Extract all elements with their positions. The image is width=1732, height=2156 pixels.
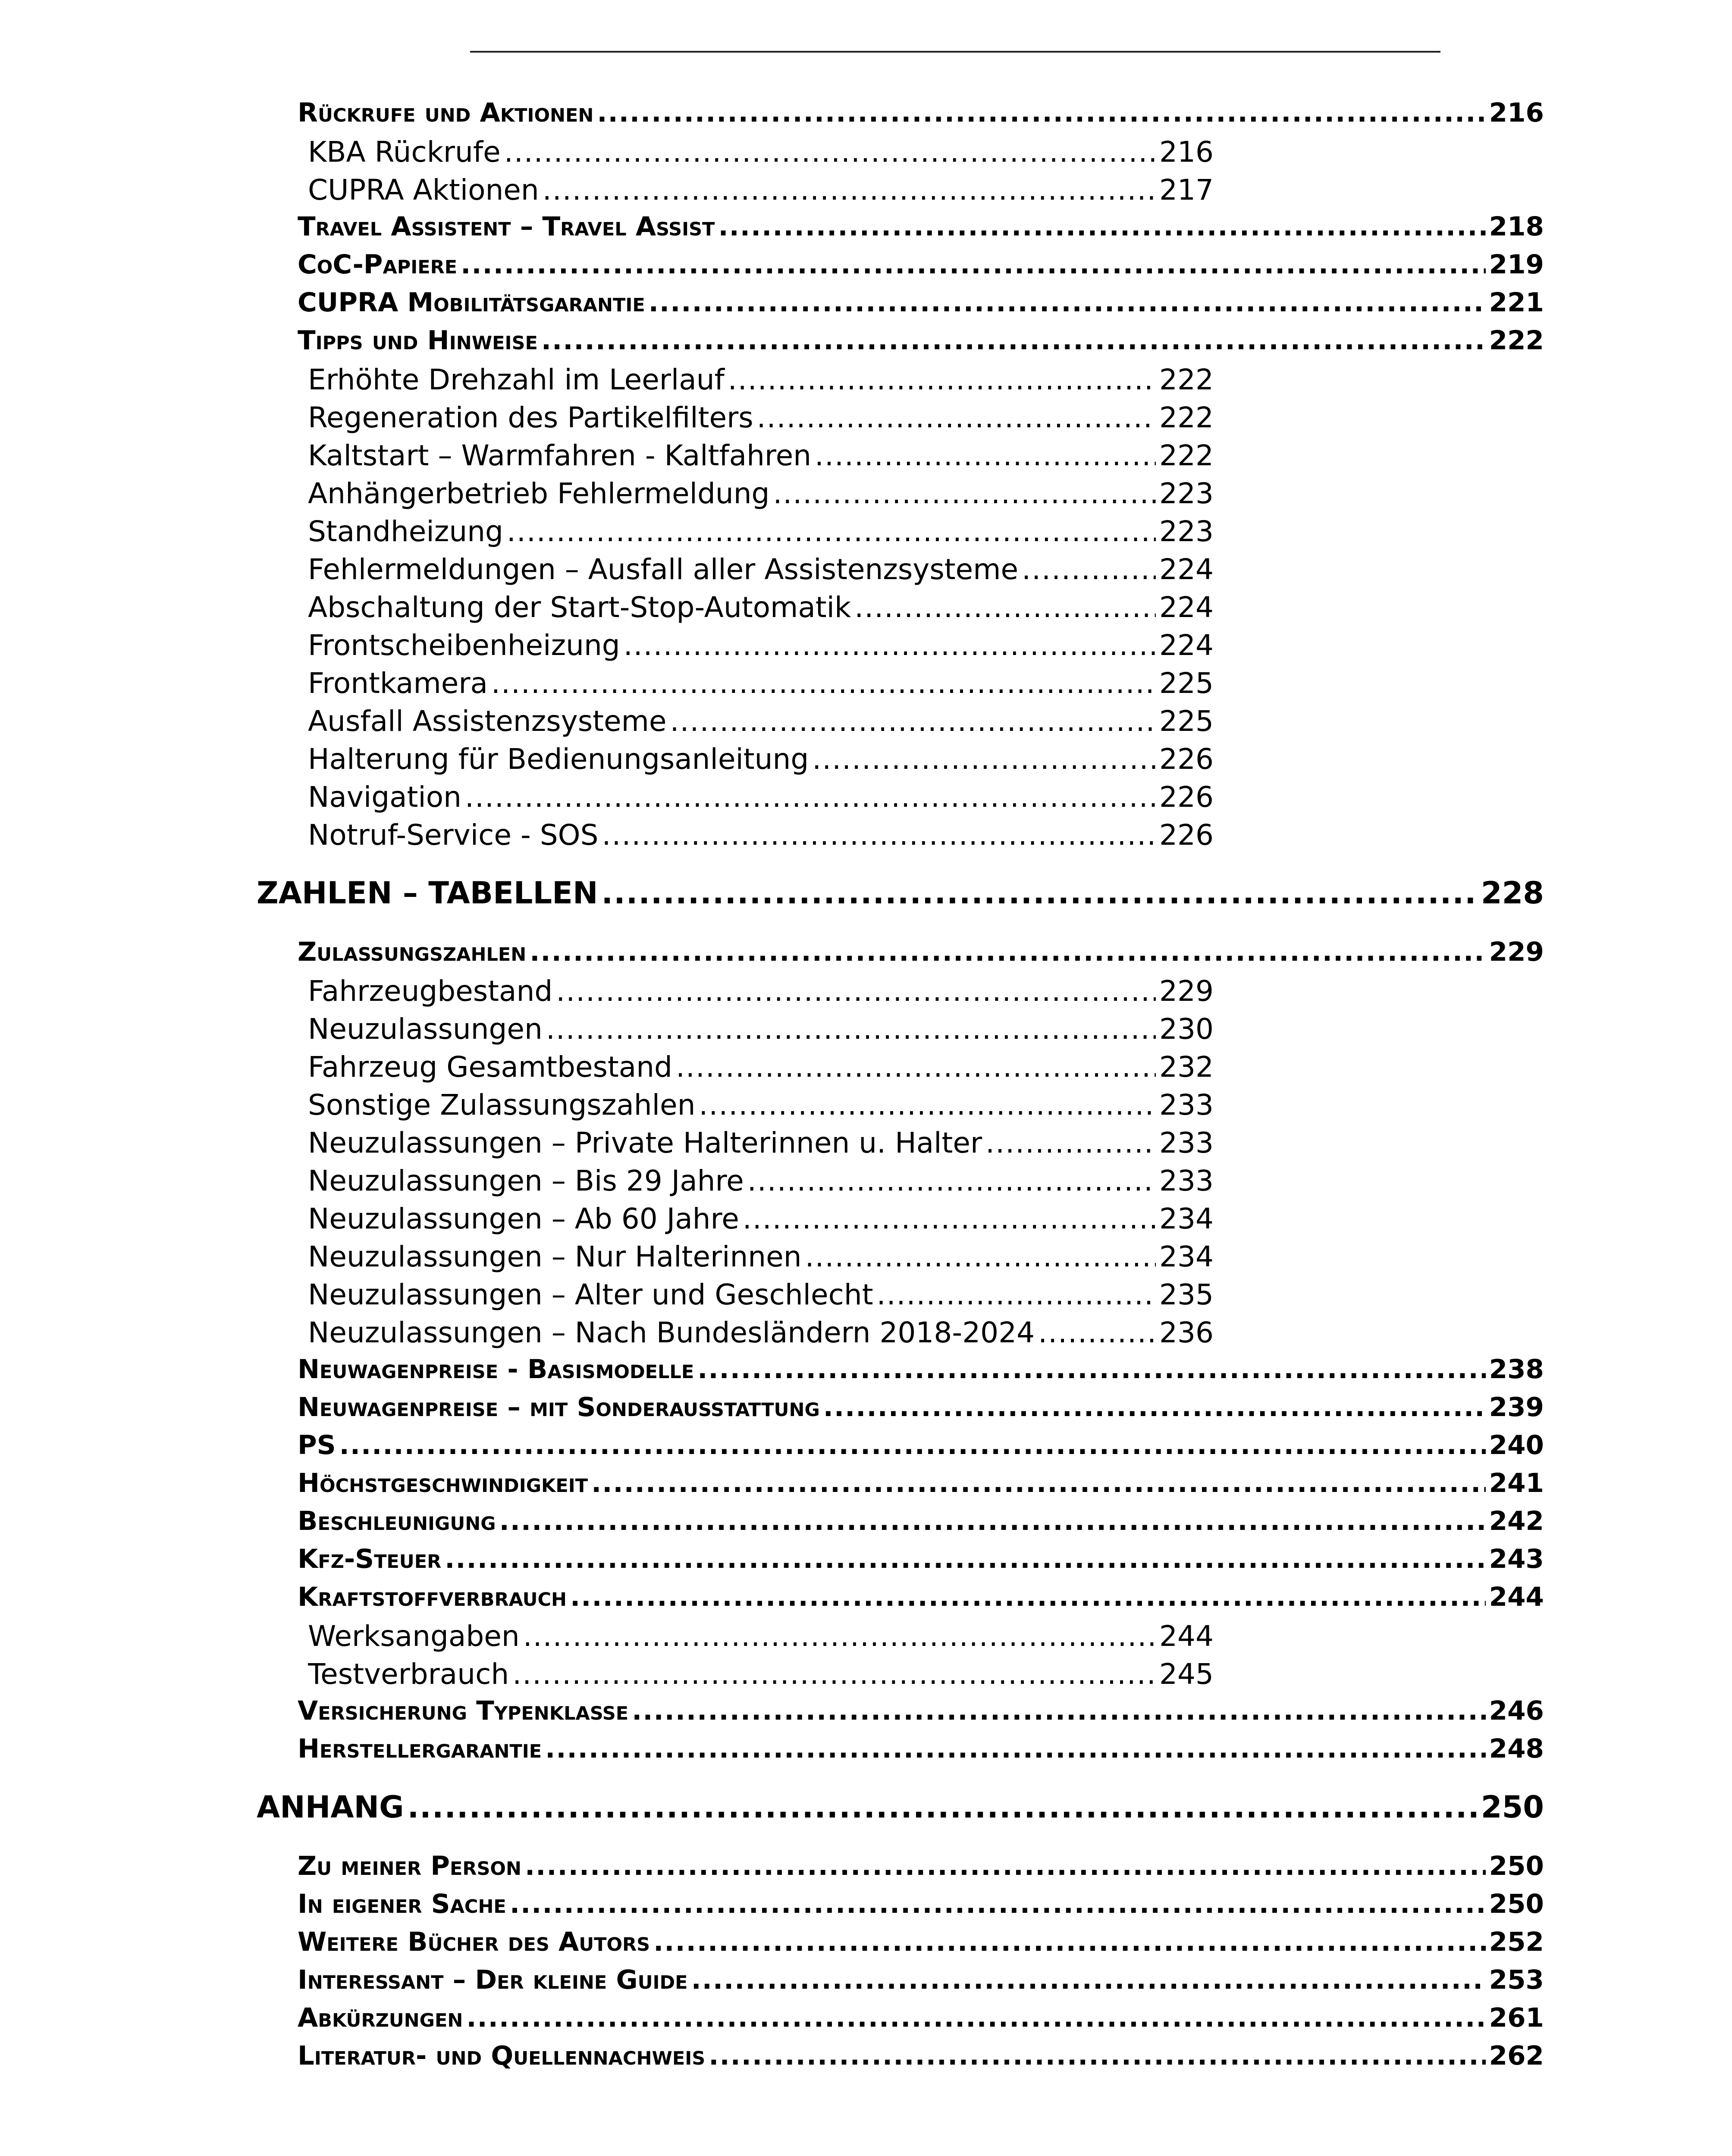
- dot-leader: [543, 173, 1156, 207]
- toc-entry[interactable]: [308, 1202, 1214, 1240]
- toc-entry-page: 226: [1159, 818, 1214, 852]
- toc-entry-page: 229: [1159, 975, 1214, 1008]
- dot-leader: [461, 249, 1485, 280]
- toc-entry-page: 235: [1159, 1278, 1214, 1311]
- dot-leader: [504, 135, 1156, 169]
- toc-entry-label: Travel Assistent – Travel Assist: [298, 211, 715, 242]
- toc-entry-label: Fehlermeldungen – Ausfall aller Assistenzsysteme: [308, 553, 1019, 586]
- dot-leader: [1022, 553, 1156, 586]
- toc-entry-page: 242: [1489, 1506, 1544, 1536]
- toc-entry-page: 250: [1489, 1851, 1544, 1881]
- toc-entry-page: 225: [1159, 705, 1214, 738]
- dot-leader: [676, 1050, 1156, 1084]
- toc-entry-label: Rückrufe und Aktionen: [298, 97, 594, 128]
- toc-entry-page: 229: [1489, 937, 1544, 967]
- dot-leader: [546, 1012, 1156, 1046]
- toc-entry-page: 245: [1159, 1658, 1214, 1691]
- toc-entry-label: Neuzulassungen – Nach Bundesländern 2018-2024: [308, 1316, 1035, 1349]
- toc-entry-label: In eigener Sache: [298, 1889, 506, 1919]
- toc-entry-page: 233: [1159, 1164, 1214, 1197]
- toc-entry[interactable]: [308, 629, 1214, 667]
- toc-entry-page: 246: [1489, 1695, 1544, 1726]
- toc-entry[interactable]: [308, 1316, 1214, 1354]
- toc-entry-label: Herstellergarantie: [298, 1733, 542, 1764]
- toc-entry-page: 223: [1159, 515, 1214, 548]
- toc-entry-label: CoC-Papiere: [298, 249, 458, 280]
- toc-entry-page: 243: [1489, 1544, 1544, 1574]
- dot-leader: [491, 667, 1156, 700]
- dot-leader: [854, 591, 1156, 624]
- toc-entry[interactable]: [308, 1658, 1214, 1695]
- toc-entry-label: Sonstige Zulassungszahlen: [308, 1088, 696, 1122]
- toc-entry-page: 226: [1159, 743, 1214, 776]
- toc-entry[interactable]: [298, 287, 1544, 325]
- toc-entry[interactable]: [308, 667, 1214, 705]
- toc-entry[interactable]: [298, 1889, 1544, 1927]
- toc-entry[interactable]: [308, 173, 1214, 211]
- dot-leader: [773, 477, 1156, 510]
- dot-leader: [545, 1733, 1486, 1764]
- toc-entry[interactable]: [298, 1354, 1544, 1392]
- toc-entry[interactable]: [308, 1278, 1214, 1316]
- toc-entry-label: Regeneration des Partikelfilters: [308, 401, 753, 434]
- toc-entry-label: Frontscheibenheizung: [308, 629, 620, 662]
- toc-entry-label: CUPRA Aktionen: [308, 173, 539, 207]
- dot-leader: [709, 2040, 1485, 2071]
- toc-entry-label: Kfz-Steuer: [298, 1544, 442, 1574]
- toc-entry-page: 241: [1489, 1468, 1544, 1498]
- toc-entry-page: 261: [1489, 2002, 1544, 2033]
- toc-entry-page: 226: [1159, 780, 1214, 814]
- dot-leader: [823, 1392, 1486, 1423]
- dot-leader: [408, 1789, 1478, 1825]
- toc-entry-label: ZAHLEN – TABELLEN: [257, 875, 598, 911]
- toc-entry-label: Kaltstart – Warmfahren - Kaltfahren: [308, 439, 812, 472]
- toc-entry-label: Neuzulassungen – Ab 60 Jahre: [308, 1202, 739, 1235]
- toc-entry[interactable]: [308, 1088, 1214, 1126]
- toc-entry-page: 222: [1159, 363, 1214, 396]
- dot-leader: [649, 287, 1486, 318]
- toc-entry[interactable]: [308, 975, 1214, 1012]
- toc-entry-label: Neuzulassungen: [308, 1012, 543, 1046]
- toc-entry-label: Literatur- und Quellennachweis: [298, 2040, 706, 2071]
- toc-entry[interactable]: [308, 363, 1214, 401]
- toc-entry-label: Höchstgeschwindigkeit: [298, 1468, 588, 1498]
- toc-entry[interactable]: [308, 135, 1214, 173]
- toc-entry-page: 219: [1489, 249, 1544, 280]
- dot-leader: [466, 2002, 1485, 2033]
- toc-entry-label: Neuzulassungen – Private Halterinnen u. Halter: [308, 1126, 982, 1159]
- toc-entry-label: Zulassungszahlen: [298, 937, 527, 967]
- dot-leader: [691, 1965, 1486, 1995]
- toc-entry-page: 244: [1159, 1620, 1214, 1653]
- dot-leader: [507, 515, 1156, 548]
- toc-entry-label: CUPRA Mobilitätsgarantie: [298, 287, 645, 318]
- toc-entry-page: 262: [1489, 2040, 1544, 2071]
- toc-entry-label: Versicherung Typenklasse: [298, 1695, 629, 1726]
- toc-entry-page: 253: [1489, 1965, 1544, 1995]
- toc-entry[interactable]: [308, 705, 1214, 743]
- toc-entry-page: 252: [1489, 1927, 1544, 1957]
- dot-leader: [743, 1202, 1156, 1235]
- toc-entry[interactable]: [298, 1965, 1544, 2002]
- toc-entry-page: 234: [1159, 1202, 1214, 1235]
- dot-leader: [653, 1927, 1486, 1957]
- dot-leader: [530, 937, 1485, 967]
- toc-entry-label: Ausfall Assistenzsysteme: [308, 705, 667, 738]
- dot-leader: [632, 1695, 1486, 1726]
- toc-entry[interactable]: [298, 1733, 1544, 1771]
- toc-entry-label: Kraftstoffverbrauch: [298, 1582, 567, 1612]
- toc-entry-label: Standheizung: [308, 515, 503, 548]
- toc-entry-label: Neuzulassungen – Nur Halterinnen: [308, 1240, 802, 1273]
- toc-entry-label: Neuzulassungen – Alter und Geschlecht: [308, 1278, 873, 1311]
- dot-leader: [541, 325, 1486, 356]
- toc-entry[interactable]: [298, 97, 1544, 135]
- dot-leader: [670, 705, 1156, 738]
- toc-entry[interactable]: [298, 2002, 1544, 2040]
- toc-entry-page: 233: [1159, 1088, 1214, 1122]
- dot-leader: [805, 1240, 1156, 1273]
- toc-entry[interactable]: [308, 743, 1214, 780]
- toc-entry[interactable]: [308, 591, 1214, 629]
- dot-leader: [757, 401, 1156, 434]
- toc-entry-label: ANHANG: [257, 1789, 404, 1825]
- toc-entry-label: Beschleunigung: [298, 1506, 496, 1536]
- toc-entry-label: Neuwagenpreise – mit Sonderausstattung: [298, 1392, 820, 1423]
- toc-entry[interactable]: [308, 515, 1214, 553]
- toc-entry[interactable]: [308, 818, 1214, 856]
- toc-entry-label: Interessant – Der kleine Guide: [298, 1965, 688, 1995]
- toc-entry[interactable]: [308, 1164, 1214, 1202]
- toc-entry-page: 248: [1489, 1733, 1544, 1764]
- toc-entry-label: PS: [298, 1430, 336, 1460]
- toc-entry-label: Navigation: [308, 780, 461, 814]
- dot-leader: [512, 1658, 1156, 1691]
- toc-entry[interactable]: [308, 1050, 1214, 1088]
- toc-entry[interactable]: [308, 553, 1214, 591]
- toc-entry-label: Weitere Bücher des Autors: [298, 1927, 650, 1957]
- toc-chapter[interactable]: [257, 1789, 1544, 1833]
- toc-entry[interactable]: [298, 1582, 1544, 1620]
- toc-entry-label: Neuzulassungen – Bis 29 Jahre: [308, 1164, 744, 1197]
- toc-entry-label: Erhöhte Drehzahl im Leerlauf: [308, 363, 725, 396]
- toc-entry[interactable]: [308, 780, 1214, 818]
- toc-entry-label: Frontkamera: [308, 667, 488, 700]
- dot-leader: [812, 743, 1156, 776]
- toc-entry-page: 224: [1159, 629, 1214, 662]
- toc-entry[interactable]: [298, 211, 1544, 249]
- toc-entry-label: Fahrzeug Gesamtbestand: [308, 1050, 672, 1084]
- toc-entry-page: 234: [1159, 1240, 1214, 1273]
- toc-chapter[interactable]: [257, 875, 1544, 918]
- toc-entry[interactable]: [308, 1126, 1214, 1164]
- dot-leader: [747, 1164, 1156, 1197]
- toc-entry[interactable]: [308, 439, 1214, 477]
- dot-leader: [465, 780, 1156, 814]
- toc-entry-page: 250: [1489, 1889, 1544, 1919]
- dot-leader: [597, 97, 1485, 128]
- toc-entry-page: 222: [1489, 325, 1544, 356]
- toc-entry-label: Testverbrauch: [308, 1658, 509, 1691]
- toc-entry-page: 240: [1489, 1430, 1544, 1460]
- dot-leader: [591, 1468, 1486, 1498]
- toc-entry[interactable]: [308, 401, 1214, 439]
- toc-entry-label: Neuwagenpreise - Basismodelle: [298, 1354, 694, 1385]
- toc-entry[interactable]: [298, 1468, 1544, 1506]
- toc-entry-page: 217: [1159, 173, 1214, 207]
- toc-entry[interactable]: [298, 937, 1544, 975]
- toc-entry[interactable]: [298, 1851, 1544, 1889]
- toc-entry-label: Abkürzungen: [298, 2002, 463, 2033]
- toc-entry[interactable]: [298, 1430, 1544, 1468]
- dot-leader: [523, 1620, 1156, 1653]
- toc-entry-page: 250: [1481, 1789, 1544, 1825]
- toc-entry[interactable]: [298, 2040, 1544, 2078]
- toc-entry-label: Halterung für Bedienungsanleitung: [308, 743, 809, 776]
- toc-entry-page: 222: [1159, 439, 1214, 472]
- toc-entry[interactable]: [298, 1392, 1544, 1430]
- toc-entry-label: Zu meiner Person: [298, 1851, 521, 1881]
- toc-entry[interactable]: [298, 1695, 1544, 1733]
- dot-leader: [602, 818, 1156, 852]
- toc-entry-page: 221: [1489, 287, 1544, 318]
- dot-leader: [728, 363, 1156, 396]
- toc-entry-label: Anhängerbetrieb Fehlermeldung: [308, 477, 770, 510]
- dot-leader: [699, 1088, 1156, 1122]
- dot-leader: [510, 1889, 1486, 1919]
- toc-entry[interactable]: [298, 325, 1544, 363]
- toc-entry-page: 233: [1159, 1126, 1214, 1159]
- dot-leader: [985, 1126, 1156, 1159]
- toc-entry-page: 236: [1159, 1316, 1214, 1349]
- toc-entry-page: 228: [1481, 875, 1544, 911]
- toc-entry-page: 225: [1159, 667, 1214, 700]
- dot-leader: [718, 211, 1485, 242]
- toc-entry-page: 216: [1159, 135, 1214, 169]
- toc-entry-page: 223: [1159, 477, 1214, 510]
- dot-leader: [556, 975, 1156, 1008]
- toc-entry[interactable]: [308, 477, 1214, 515]
- toc-entry-page: 239: [1489, 1392, 1544, 1423]
- toc-entry[interactable]: [298, 1506, 1544, 1544]
- toc-entry-page: 222: [1159, 401, 1214, 434]
- toc-entry-page: 238: [1489, 1354, 1544, 1385]
- dot-leader: [445, 1544, 1485, 1574]
- dot-leader: [1038, 1316, 1156, 1349]
- dot-leader: [624, 629, 1156, 662]
- toc-entry-page: 224: [1159, 553, 1214, 586]
- dot-leader: [525, 1851, 1486, 1881]
- toc-entry-label: Notruf-Service - SOS: [308, 818, 599, 852]
- dot-leader: [339, 1430, 1486, 1460]
- toc-entry-label: KBA Rückrufe: [308, 135, 501, 169]
- toc-entry-page: 230: [1159, 1012, 1214, 1046]
- toc-entry-page: 216: [1489, 97, 1544, 128]
- toc-entry-label: Werksangaben: [308, 1620, 520, 1653]
- toc-entry[interactable]: [298, 249, 1544, 287]
- toc-entry-label: Tipps und Hinweise: [298, 325, 538, 356]
- toc-entry[interactable]: [298, 1927, 1544, 1965]
- toc-entry-page: 224: [1159, 591, 1214, 624]
- toc-entry[interactable]: [308, 1012, 1214, 1050]
- dot-leader: [602, 875, 1478, 911]
- dot-leader: [697, 1354, 1485, 1385]
- dot-leader: [815, 439, 1156, 472]
- dot-leader: [570, 1582, 1486, 1612]
- toc-entry[interactable]: [308, 1240, 1214, 1278]
- toc-entry-label: Abschaltung der Start-Stop-Automatik: [308, 591, 851, 624]
- toc-entry-page: 232: [1159, 1050, 1214, 1084]
- toc-entry-page: 244: [1489, 1582, 1544, 1612]
- dot-leader: [499, 1506, 1486, 1536]
- toc-entry-page: 218: [1489, 211, 1544, 242]
- toc-entry-label: Fahrzeugbestand: [308, 975, 553, 1008]
- dot-leader: [877, 1278, 1156, 1311]
- toc-entry[interactable]: [308, 1620, 1214, 1658]
- toc-entry[interactable]: [298, 1544, 1544, 1582]
